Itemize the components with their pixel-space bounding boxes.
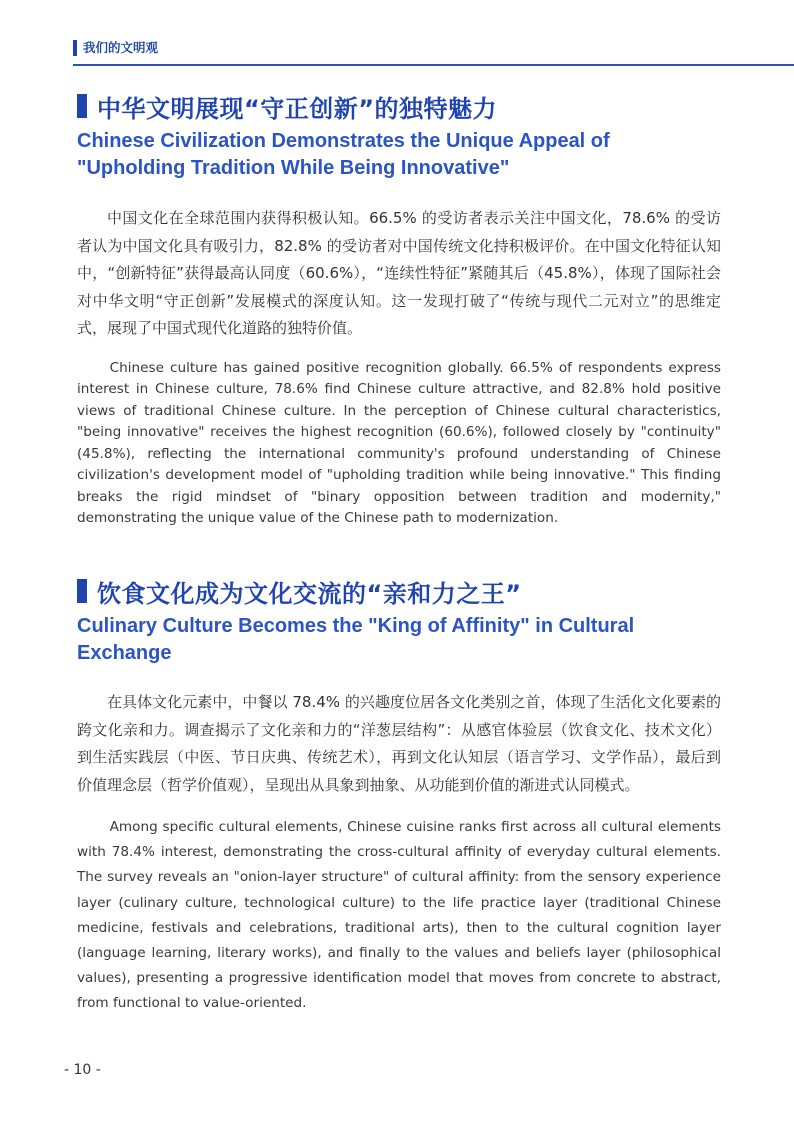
running-title: 我们的文明观 [83, 40, 159, 55]
section-title-en: Chinese Civilization Demonstrates the Unique Appeal of "Upholding Tradition While Being Innovative" [77, 130, 610, 179]
paragraph-zh: 中国文化在全球范围内获得积极认知。66.5% 的受访者表示关注中国文化，78.6% 的受访者认为中国文化具有吸引力，82.8% 的受访者对中国传统文化持积极评价。在中国文化特征认知中，“创新特征”获得最高认同度（60.6%），“连续性特征”紧随其后（45.8%），体现了国际社会对中华文明“守正创新”发展模式的深度认知。这一发现打破了“传统与现代二元对立”的思维定式，展现了中国式现代化道路的独特价值。 [77, 209, 721, 337]
section-title-zh: 中华文明展现“守正创新”的独特魅力 [97, 94, 498, 123]
section-heading-zh [77, 88, 721, 124]
paragraph-en: Among specific cultural elements, Chinese cuisine ranks first across all cultural elements with 78.4% interest, demonstrating the cross-cultural affinity of everyday cultural elements. The survey reveals an "onion-layer structure" of cultural affinity: from the sensory experience layer (culinary culture, technological culture) to the life practice layer (traditional Chinese medicine, festivals and celebrations, traditional arts), then to the cultural cognition layer (language learning, literary works), and finally to the values and beliefs layer (philosophical values), presenting a progressive identification model that moves from concrete to abstract, from functional to value-oriented. [77, 819, 721, 1012]
running-header [73, 40, 158, 56]
page-number: - 10 - [64, 1062, 101, 1078]
heading-accent-bar [77, 579, 87, 603]
section-heading-zh [77, 573, 721, 609]
section-culinary [77, 573, 721, 1017]
header-rule [73, 64, 794, 66]
section-title-en: Culinary Culture Becomes the "King of Affinity" in Cultural Exchange [77, 615, 635, 664]
paragraph-en: Chinese culture has gained positive recognition globally. 66.5% of respondents express interest in Chinese culture, 78.6% find Chinese culture attractive, and 82.8% hold positive views of traditional Chinese culture. In the perception of Chinese cultural characteristics, "being innovative" receives the highest recognition (60.6%), followed closely by "continuity" (45.8%), reflecting the international community's profound understanding of Chinese civilization's development model of "upholding tradition while being innovative." This finding breaks the rigid mindset of "binary opposition between tradition and modernity," demonstrating the unique value of the Chinese path to modernization. [77, 359, 721, 526]
section-civilization [77, 88, 721, 530]
heading-accent-bar [77, 94, 87, 118]
paragraph-zh: 在具体文化元素中，中餐以 78.4% 的兴趣度位居各文化类别之首，体现了生活化文化要素的跨文化亲和力。调查揭示了文化亲和力的“洋葱层结构”：从感官体验层（饮食文化、技术文化）到生活实践层（中医、节日庆典、传统艺术），再到文化认知层（语言学习、文学作品），最后到价值理念层（哲学价值观），呈现出从具象到抽象、从功能到价值的渐进式认同模式。 [77, 693, 721, 794]
section-title-zh: 饮食文化成为文化交流的“亲和力之王” [97, 579, 522, 608]
header-accent-bar [73, 40, 77, 56]
